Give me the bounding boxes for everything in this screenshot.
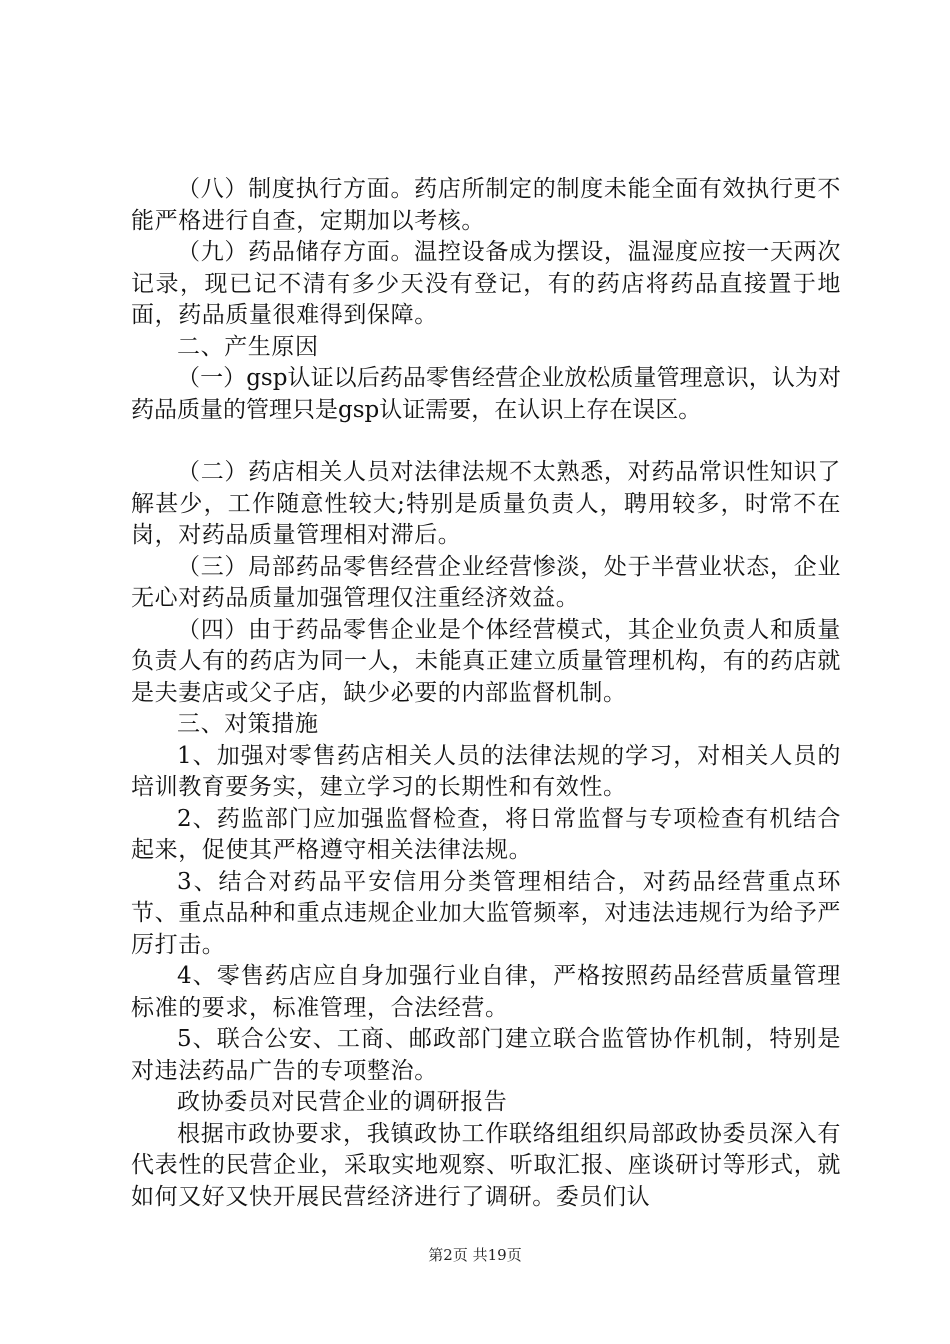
paragraph-system-execution: （八）制度执行方面。药店所制定的制度未能全面有效执行更不能严格进行自查，定期加以考核。 bbox=[131, 176, 841, 234]
paragraph-cause-4: （四）由于药品零售企业是个体经营模式，其企业负责人和质量负责人有的药店为同一人，未能真正建立质量管理机构，有的药店就是夫妻店或父子店，缺少必要的内部监督机制。 bbox=[131, 616, 841, 706]
paragraph-report-intro: 根据市政协要求，我镇政协工作联络组组织局部政协委员深入有代表性的民营企业，采取实地观察、听取汇报、座谈研讨等形式，就如何又好又快开展民营经济进行了调研。委员们认 bbox=[131, 1120, 841, 1210]
section-heading-measures: 三、对策措施 bbox=[177, 711, 319, 737]
document-body bbox=[131, 174, 841, 1213]
page-number-footer: 第2页 共19页 bbox=[428, 1246, 522, 1264]
paragraph-drug-storage: （九）药品储存方面。温控设备成为摆设，温湿度应按一天两次记录，现已记不清有多少天没有登记，有的药店将药品直接置于地面，药品质量很难得到保障。 bbox=[131, 239, 841, 328]
paragraph-measure-2: 2、药监部门应加强监督检查，将日常监督与专项检查有机结合起来，促使其严格遵守相关法律法规。 bbox=[131, 805, 841, 863]
paragraph-measure-1: 1、加强对零售药店相关人员的法律法规的学习，对相关人员的培训教育要务实，建立学习的长期性和有效性。 bbox=[131, 742, 841, 800]
paragraph-measure-5: 5、联合公安、工商、邮政部门建立联合监管协作机制，特别是对违法药品广告的专项整治。 bbox=[131, 1026, 841, 1084]
section-heading-causes: 二、产生原因 bbox=[177, 333, 319, 360]
report-title: 政协委员对民营企业的调研报告 bbox=[177, 1089, 508, 1115]
paragraph-cause-2: （二）药店相关人员对法律法规不太熟悉，对药品常识性知识了解甚少，工作随意性较大;特别是质量负责人，聘用较多，时常不在岗，对药品质量管理相对滞后。 bbox=[131, 459, 841, 548]
paragraph-measure-3: 3、结合对药品平安信用分类管理相结合，对药品经营重点环节、重点品种和重点违规企业加大监管频率，对违法违规行为给予严厉打击。 bbox=[131, 868, 841, 958]
paragraph-cause-1: （一）gsp认证以后药品零售经营企业放松质量管理意识，认为对药品质量的管理只是gsp认证需要，在认识上存在误区。 bbox=[131, 365, 841, 423]
paragraph-measure-4: 4、零售药店应自身加强行业自律，严格按照药品经营质量管理标准的要求，标准管理，合法经营。 bbox=[131, 963, 841, 1021]
paragraph-cause-3: （三）局部药品零售经营企业经营惨淡，处于半营业状态，企业无心对药品质量加强管理仅注重经济效益。 bbox=[131, 553, 841, 611]
